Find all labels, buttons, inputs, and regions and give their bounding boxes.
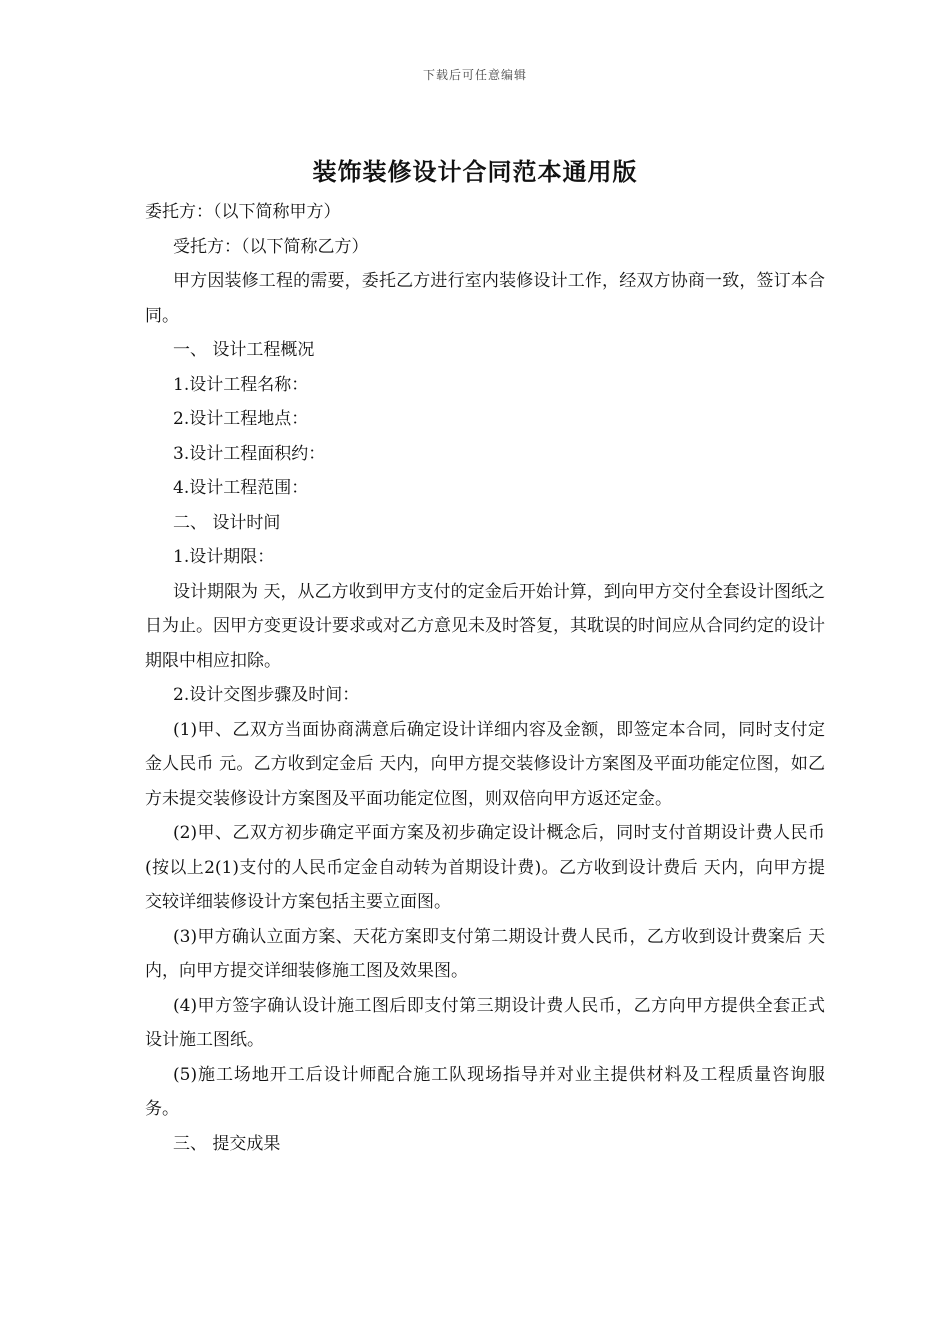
paragraph-step-4: (4)甲方签字确认设计施工图后即支付第三期设计费人民币，乙方向甲方提供全套正式设计施工图纸。 [145,995,825,1050]
paragraph-step-1: (1)甲、乙双方当面协商满意后确定设计详细内容及金额，即签定本合同，同时支付定金人民币 元。乙方收到定金后 天内，向甲方提交装修设计方案图及平面功能定位图，如乙方未提交装修设计方案图及平面功能定位图，则双倍向甲方返还定金。 [145,719,825,809]
list-item: 3.设计工程面积约： [173,443,326,464]
paragraph-design-period: 设计期限为 天，从乙方收到甲方支付的定金后开始计算，到向甲方交付全套设计图纸之日为止。因甲方变更设计要求或对乙方意见未及时答复，其耽误的时间应从合同约定的设计期限中相应扣除。 [145,581,825,671]
section-heading-deliverables: 三、 提交成果 [173,1133,281,1154]
list-item: 2.设计工程地点： [173,409,309,429]
list-item: 1.设计工程名称： [173,374,309,395]
section-heading-time: 二、 设计时间 [173,512,281,533]
header-note: 下载后可任意编辑 [422,68,527,82]
paragraph-contractor: 受托方：（以下简称乙方） [173,236,369,257]
list-item: 2.设计交图步骤及时间： [173,685,360,705]
section-heading-overview: 一、 设计工程概况 [173,340,315,360]
paragraph-step-5: (5)施工场地开工后设计师配合施工队现场指导并对业主提供材料及工程质量咨询服务。 [145,1064,825,1119]
list-item: 1.设计期限： [173,547,275,567]
paragraph-step-3: (3)甲方确认立面方案、天花方案即支付第二期设计费人民币，乙方收到设计费案后 天内，向甲方提交详细装修施工图及效果图。 [145,926,825,981]
paragraph-step-2: (2)甲、乙双方初步确定平面方案及初步确定设计概念后，同时支付首期设计费人民币 (按以上2(1)支付的人民币定金自动转为首期设计费)。乙方收到设计费后 天内，向甲方提交较详细装修设计方案包括主要立面图。 [145,823,825,912]
document-title: 装饰装修设计合同范本通用版 [312,157,638,186]
paragraph-client: 委托方：（以下简称甲方） [145,202,341,222]
document-body [145,195,825,1161]
paragraph-intro: 甲方因装修工程的需要，委托乙方进行室内装修设计工作，经双方协商一致，签订本合同。 [145,271,825,326]
list-item: 4.设计工程范围： [173,478,309,498]
